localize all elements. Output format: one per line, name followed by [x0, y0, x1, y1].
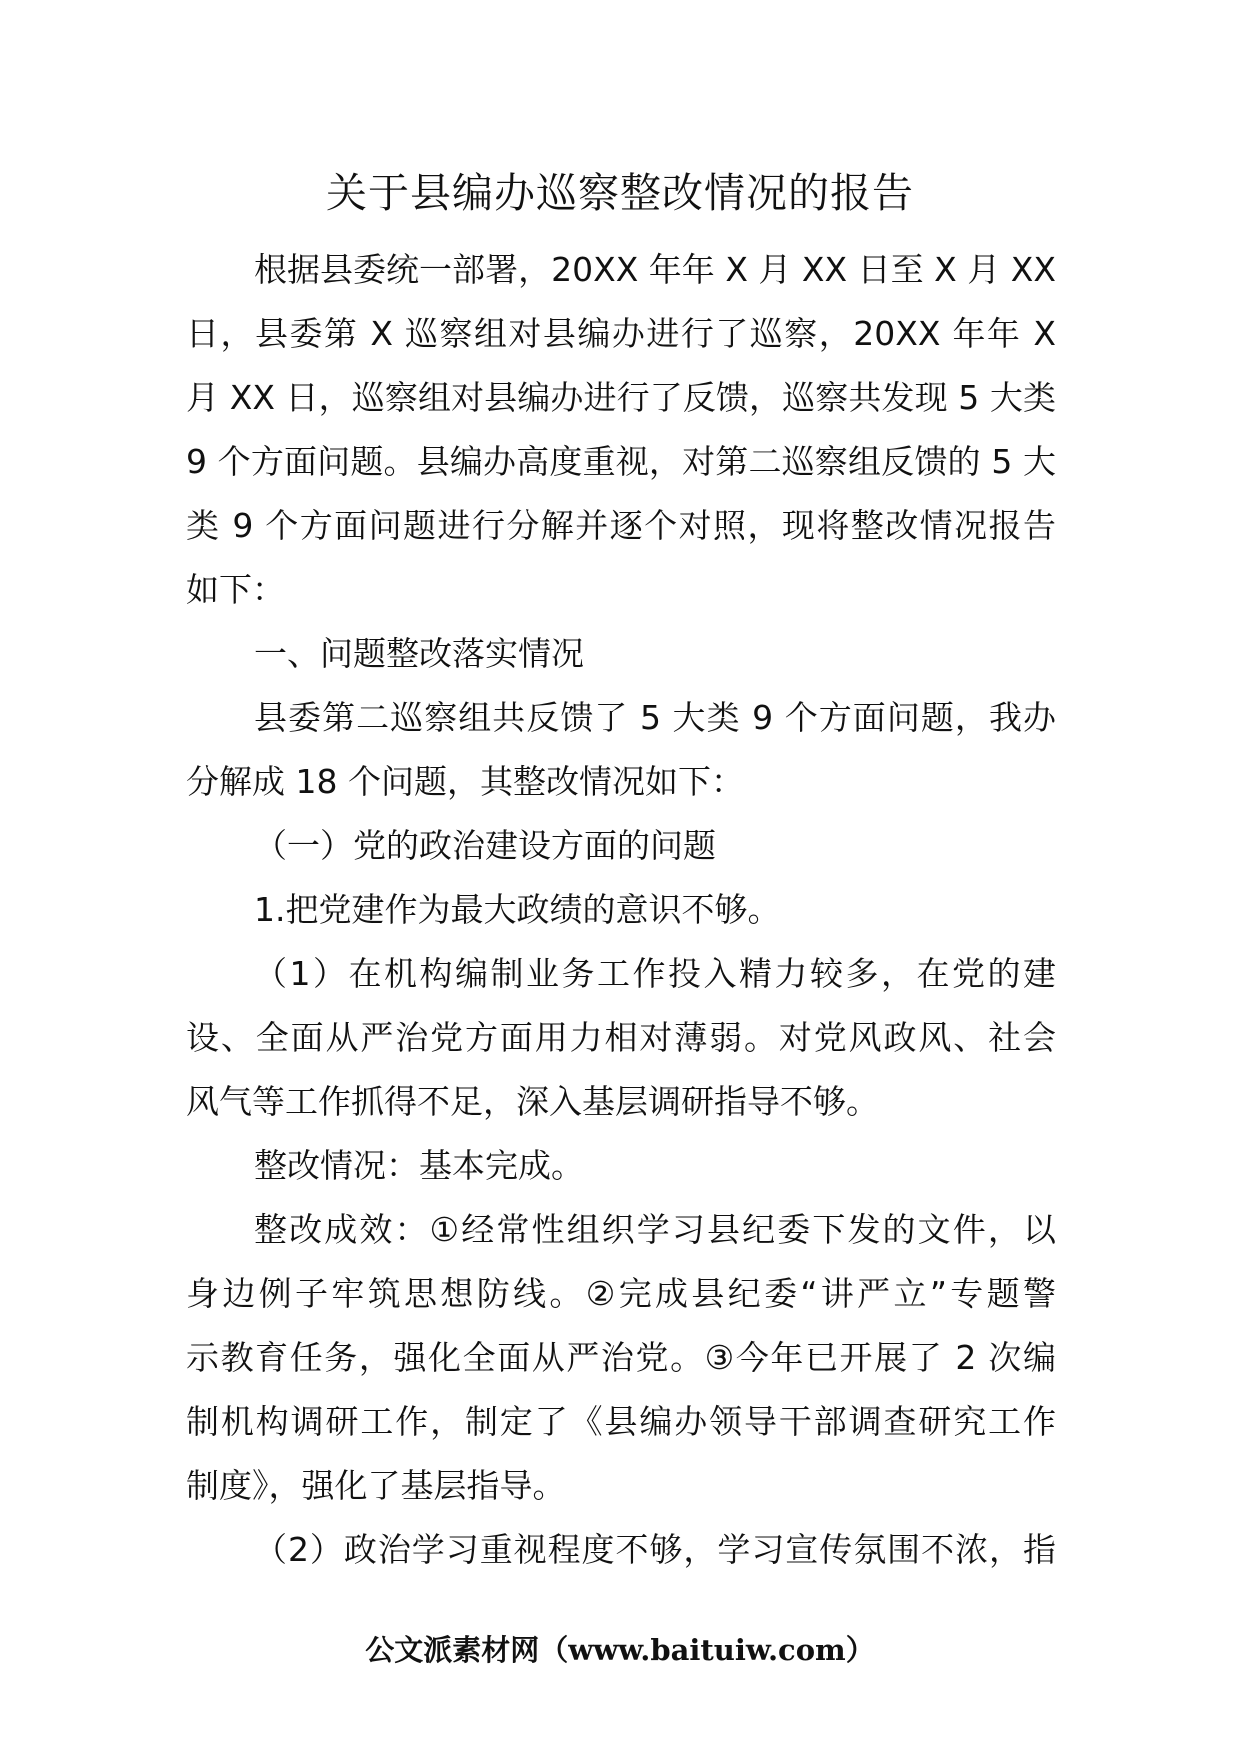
paragraph-line: 制机构调研工作，制定了《县编办领导干部调查研究工作	[186, 1402, 1056, 1441]
paragraph-line: 示教育任务，强化全面从严治党。③今年已开展了 2 次编	[186, 1338, 1056, 1377]
paragraph-line: 如下：	[186, 570, 285, 609]
footer-watermark: 公文派素材网（www.baituiw.com）	[365, 1633, 875, 1667]
paragraph-line: 月 XX 日，巡察组对县编办进行了反馈，巡察共发现 5 大类	[186, 378, 1056, 417]
paragraph-line: 9 个方面问题。县编办高度重视，对第二巡察组反馈的 5 大	[186, 442, 1056, 481]
paragraph-line: （1）在机构编制业务工作投入精力较多，在党的建	[254, 954, 1056, 993]
section-heading: 一、问题整改落实情况	[254, 634, 584, 673]
paragraph-line: 日，县委第 X 巡察组对县编办进行了巡察，20XX 年年 X	[186, 314, 1056, 353]
paragraph-line: 根据县委统一部署，20XX 年年 X 月 XX 日至 X 月 XX	[254, 250, 1056, 289]
document-title: 关于县编办巡察整改情况的报告	[326, 169, 914, 217]
document-body	[186, 238, 1056, 1582]
rectification-status: 整改情况：基本完成。	[254, 1146, 584, 1185]
paragraph-line: 制度》，强化了基层指导。	[186, 1466, 566, 1505]
paragraph-line: 分解成 18 个问题，其整改情况如下：	[186, 762, 744, 801]
paragraph-line: 身边例子牢筑思想防线。②完成县纪委“讲严立”专题警	[186, 1274, 1056, 1313]
paragraph-line: （2）政治学习重视程度不够，学习宣传氛围不浓，指	[254, 1530, 1056, 1569]
paragraph-line: 风气等工作抓得不足，深入基层调研指导不够。	[186, 1082, 879, 1121]
subsection-heading: （一）党的政治建设方面的问题	[254, 826, 716, 865]
paragraph-line: 类 9 个方面问题进行分解并逐个对照，现将整改情况报告	[186, 506, 1056, 545]
paragraph-line: 设、全面从严治党方面用力相对薄弱。对党风政风、社会	[186, 1018, 1056, 1057]
item-heading: 1.把党建作为最大政绩的意识不够。	[254, 890, 781, 929]
paragraph-line: 整改成效：①经常性组织学习县纪委下发的文件，以	[254, 1210, 1056, 1249]
paragraph-line: 县委第二巡察组共反馈了 5 大类 9 个方面问题，我办	[254, 698, 1056, 737]
